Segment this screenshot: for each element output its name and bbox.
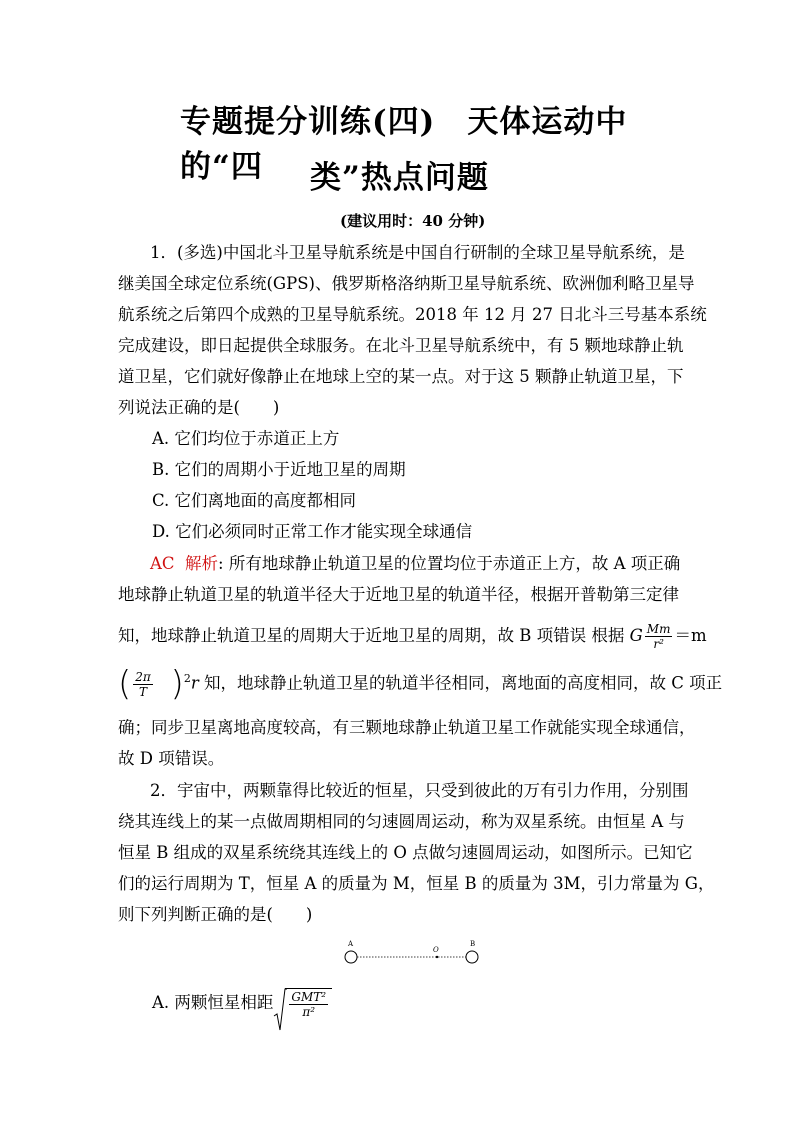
q1-analysis-line1 — [150, 553, 680, 575]
analysis-text: ＝m — [674, 626, 707, 645]
analysis-label: 解析 — [185, 554, 219, 573]
analysis-text: : 所有地球静止轨道卫星的位置均位于赤道正上方，故 A 项正确 — [218, 554, 681, 573]
q1-option-b: B. 它们的周期小于近地卫星的周期 — [152, 460, 406, 479]
fraction-mm-r2 — [645, 622, 673, 651]
option-text: A. 两颗恒星相距 — [152, 993, 274, 1012]
fraction-denominator: r² — [653, 637, 664, 651]
q1-line: 道卫星，它们就好像静止在地球上空的某一点。对于这 5 颗静止轨道卫星，下 — [118, 367, 684, 386]
q2-option-a — [152, 988, 332, 1019]
sqrt-sign — [273, 988, 287, 1032]
q1-option-d: D. 它们必须同时正常工作才能实现全球通信 — [152, 522, 473, 541]
q2-line: 则下列判断正确的是( ) — [118, 905, 313, 924]
q1-line: 完成建设，即日起提供全球服务。在北斗卫星导航系统中，有 5 颗地球静止轨 — [118, 336, 684, 355]
fraction-denominator: T — [139, 684, 148, 699]
q1-analysis-line2: 地球静止轨道卫星的轨道半径大于近地卫星的轨道半径，根据开普勒第三定律 — [118, 585, 679, 604]
q2-line: 绕其连线上的某一点做周期相同的匀速圆周运动，称为双星系统。由恒星 A 与 — [118, 812, 685, 831]
center-point-o — [436, 956, 438, 958]
right-paren: ) — [170, 664, 184, 704]
page-title-line1: 专题提分训练(四) 天体运动中的“四 — [180, 104, 628, 185]
fraction-denominator: π² — [302, 1005, 316, 1019]
q1-analysis-line5: 确；同步卫星离地高度较高，有三颗地球静止轨道卫星工作就能实现全球通信， — [118, 718, 696, 737]
star-a — [345, 951, 357, 963]
q2-line: 2．宇宙中，两颗靠得比较近的恒星，只受到彼此的万有引力作用，分别围 — [150, 781, 689, 800]
q1-line: 继美国全球定位系统(GPS)、俄罗斯格洛纳斯卫星导航系统、欧洲伽利略卫星导 — [118, 274, 695, 293]
left-paren: ( — [118, 664, 132, 704]
label-o: O — [433, 946, 439, 954]
label-b: B — [470, 940, 476, 948]
q1-analysis-line3 — [118, 622, 707, 651]
q1-analysis-line6: 故 D 项错误。 — [118, 749, 225, 768]
fraction-numerator: 2π — [135, 669, 151, 684]
q1-analysis-line4 — [118, 664, 723, 704]
analysis-text: 知，地球静止轨道卫星的周期大于近地卫星的周期，故 B 项错误 根据 — [118, 626, 630, 645]
q1-line: 航系统之后第四个成熟的卫星导航系统。2018 年 12 月 27 日北斗三号基本系统 — [118, 305, 707, 324]
exponent: 2 — [183, 672, 191, 685]
q2-line: 恒星 B 组成的双星系统绕其连线上的 O 点做匀速圆周运动，如图所示。已知它 — [118, 843, 693, 862]
sqrt-expression — [273, 988, 332, 1019]
q1-option-a: A. 它们均位于赤道正上方 — [152, 429, 340, 448]
suggested-time: (建议用时：40 分钟) — [340, 212, 486, 230]
q1-line: 1．(多选)中国北斗卫星导航系统是中国自行研制的全球卫星导航系统，是 — [150, 243, 685, 262]
q2-line: 们的运行周期为 T，恒星 A 的质量为 M，恒星 B 的质量为 3M，引力常量为 G， — [118, 874, 715, 893]
symbol-r: r — [190, 673, 199, 693]
symbol-g: G — [629, 626, 643, 645]
binary-star-diagram — [340, 938, 490, 968]
fraction-gmt2-pi2 — [289, 990, 328, 1019]
star-b — [466, 951, 478, 963]
label-a: A — [348, 940, 354, 948]
fraction-numerator: GMT² — [291, 990, 327, 1004]
q1-line: 列说法正确的是( ) — [118, 398, 280, 417]
fraction-2pi-t — [133, 670, 153, 699]
page-title-line2: 类”热点问题 — [310, 160, 489, 196]
analysis-text: 知，地球静止轨道卫星的轨道半径相同，离地面的高度相同，故 C 项正 — [198, 673, 723, 693]
q1-answer: AC — [150, 554, 175, 573]
fraction-numerator: Mm — [646, 622, 671, 636]
q1-option-c: C. 它们离地面的高度都相同 — [152, 491, 357, 510]
